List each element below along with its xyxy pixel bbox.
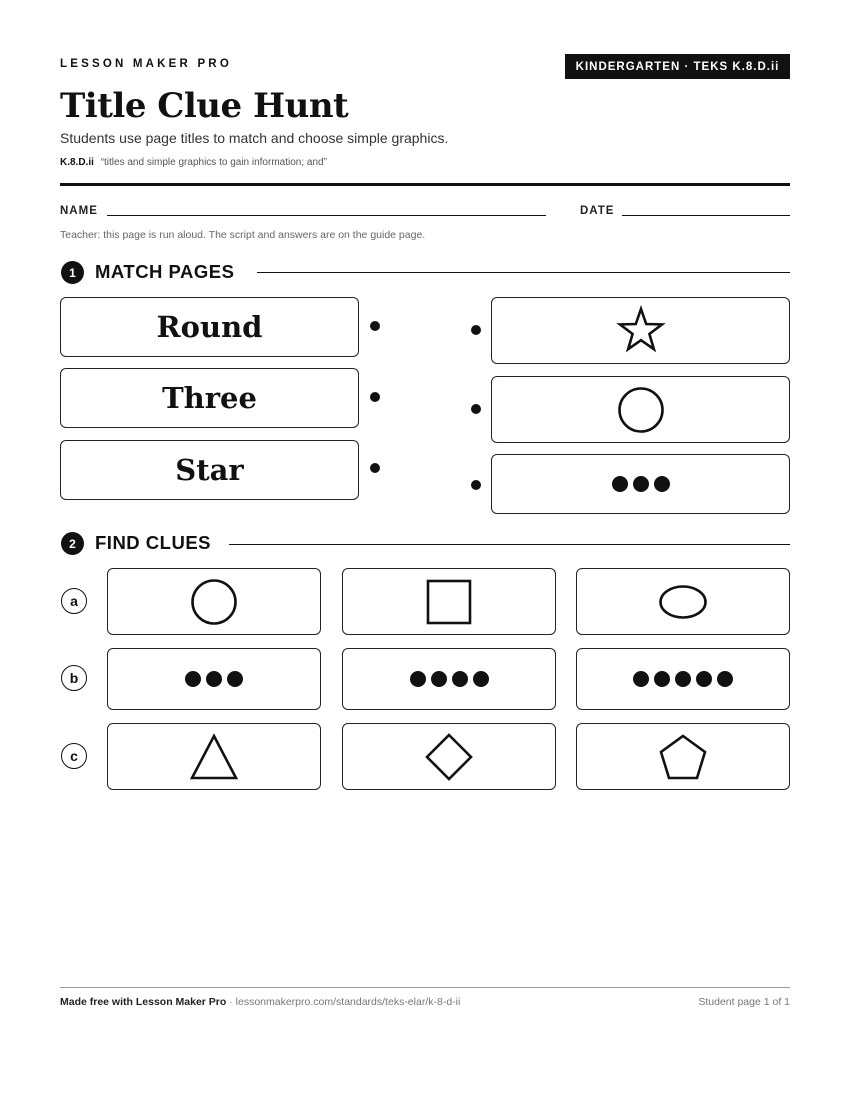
pentagon-icon xyxy=(658,733,708,781)
section-1-title: MATCH PAGES xyxy=(95,261,235,282)
standard-text: “titles and simple graphics to gain information; and” xyxy=(100,157,327,168)
clue-option-pentagon[interactable] xyxy=(576,723,790,790)
clue-option-triangle[interactable] xyxy=(107,723,321,790)
footer-url[interactable]: lessonmakerpro.com/standards/teks-elar/k-8-d-ii xyxy=(235,996,461,1008)
clue-option-four-dots[interactable] xyxy=(342,648,556,710)
word-card-star[interactable]: Star xyxy=(60,440,359,500)
circle-icon xyxy=(188,576,240,628)
three-dots-icon xyxy=(610,474,672,494)
oval-icon xyxy=(657,582,709,622)
picture-match-dot[interactable] xyxy=(471,325,481,335)
picture-card-circle[interactable] xyxy=(491,376,790,443)
clue-option-three-dots[interactable] xyxy=(107,648,321,710)
section-1-rule xyxy=(257,272,790,273)
row-label-c: c xyxy=(61,743,87,769)
page-subtitle: Students use page titles to match and choose simple graphics. xyxy=(60,130,449,146)
word-card-round[interactable]: Round xyxy=(60,297,359,357)
four-dots-icon xyxy=(408,669,491,689)
date-field[interactable] xyxy=(622,215,790,216)
clue-option-five-dots[interactable] xyxy=(576,648,790,710)
three-dots-icon xyxy=(183,669,245,689)
clue-option-oval[interactable] xyxy=(576,568,790,635)
diamond-icon xyxy=(424,732,474,782)
footer-separator: · xyxy=(226,996,236,1008)
grade-standard-badge: KINDERGARTEN · TEKS K.8.D.ii xyxy=(565,54,790,79)
page-title: Title Clue Hunt xyxy=(60,86,349,126)
brand-name: LESSON MAKER PRO xyxy=(60,58,232,70)
name-label: NAME xyxy=(60,205,98,217)
row-label-b: b xyxy=(61,665,87,691)
name-field[interactable] xyxy=(107,215,546,216)
word-match-dot[interactable] xyxy=(370,321,380,331)
clue-option-circle[interactable] xyxy=(107,568,321,635)
word-card-three[interactable]: Three xyxy=(60,368,359,428)
square-icon xyxy=(425,578,473,626)
date-label: DATE xyxy=(580,205,615,217)
section-2-title: FIND CLUES xyxy=(95,532,211,553)
header-divider xyxy=(60,183,790,186)
star-icon xyxy=(615,305,667,357)
footer-made-with: Made free with Lesson Maker Pro xyxy=(60,996,227,1008)
clue-option-diamond[interactable] xyxy=(342,723,556,790)
footer-page-number: Student page 1 of 1 xyxy=(698,996,790,1008)
picture-card-star[interactable] xyxy=(491,297,790,364)
picture-match-dot[interactable] xyxy=(471,404,481,414)
footer-credit xyxy=(60,996,460,1008)
word-match-dot[interactable] xyxy=(370,392,380,402)
row-label-a: a xyxy=(61,588,87,614)
standard-line xyxy=(60,157,327,168)
picture-match-dot[interactable] xyxy=(471,480,481,490)
section-2-number: 2 xyxy=(61,532,84,555)
triangle-icon xyxy=(188,733,240,781)
section-1-number: 1 xyxy=(61,261,84,284)
word-match-dot[interactable] xyxy=(370,463,380,473)
circle-icon xyxy=(615,384,667,436)
clue-option-square[interactable] xyxy=(342,568,556,635)
teacher-note: Teacher: this page is run aloud. The script and answers are on the guide page. xyxy=(60,229,426,241)
footer-divider xyxy=(60,987,790,988)
section-2-rule xyxy=(229,544,790,545)
standard-code: K.8.D.ii xyxy=(60,157,94,168)
picture-card-three-dots[interactable] xyxy=(491,454,790,514)
five-dots-icon xyxy=(631,669,735,689)
